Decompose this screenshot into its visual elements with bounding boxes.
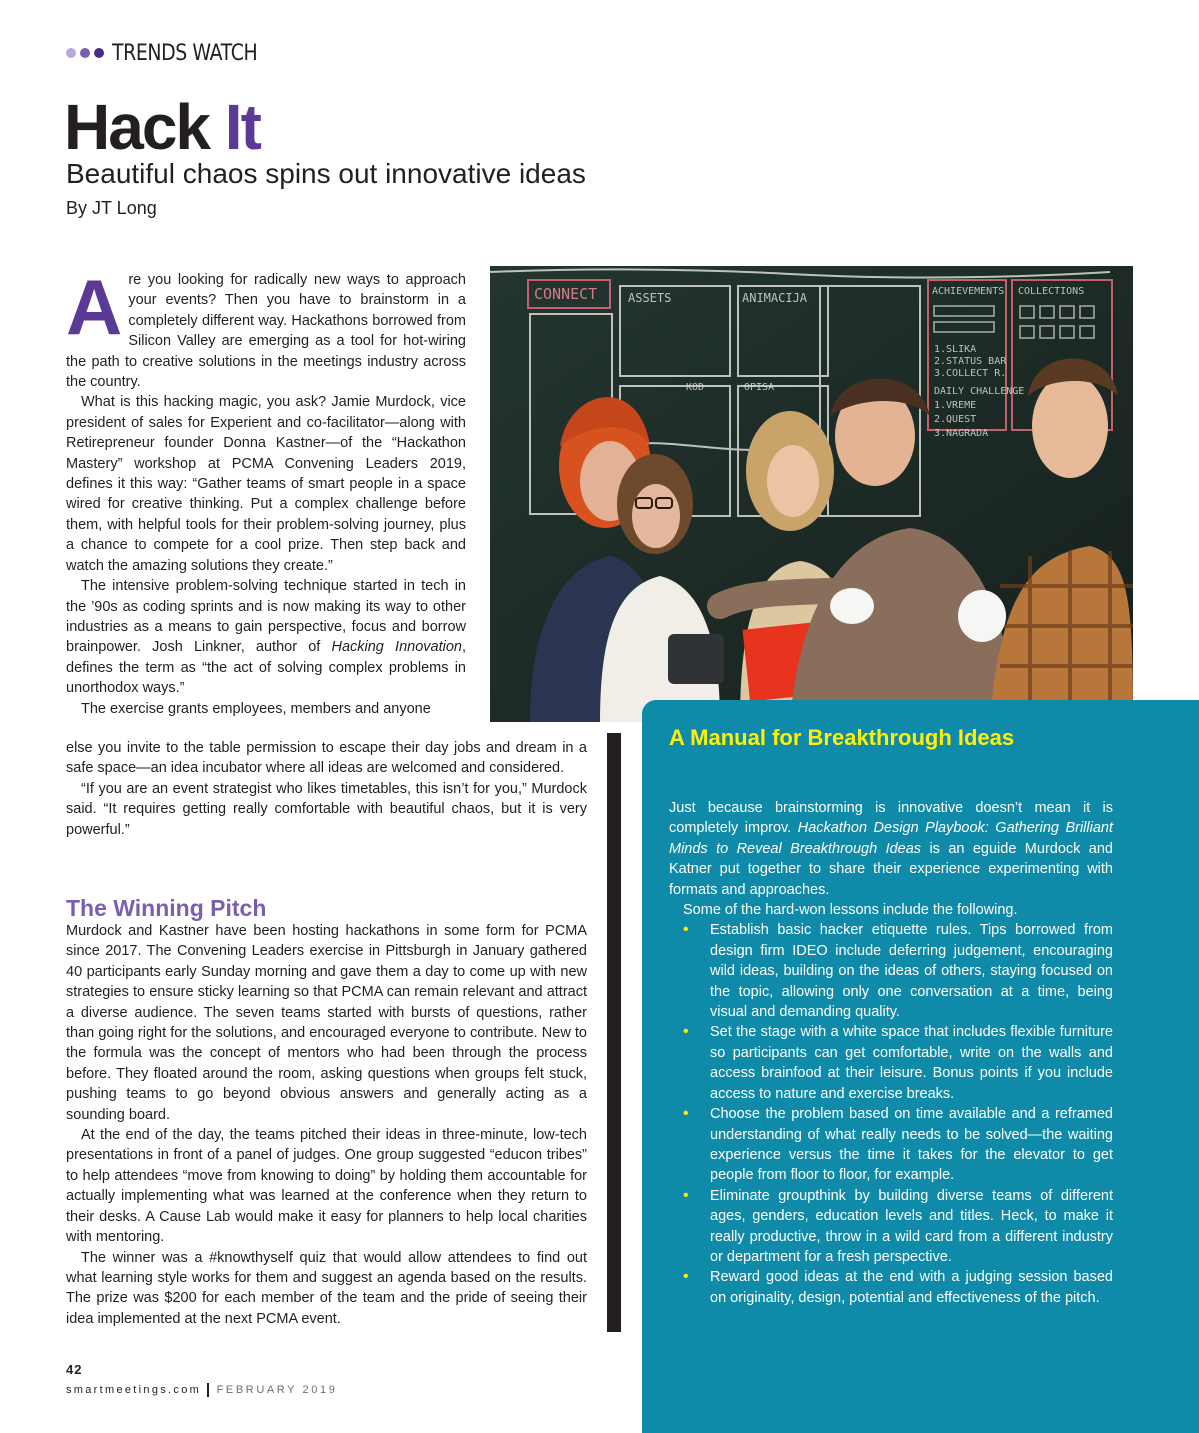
board-label: ANIMACIJA [742,291,808,305]
title-main: Hack [64,91,209,163]
footer-site: smartmeetings.com [66,1384,202,1396]
board-label: OPISA [744,382,775,393]
paragraph-3: The intensive problem-solving technique started in tech in the ’90s as coding sprints and is now making its way to other industries as a means to gain perspective, focus and borrow brainpower. Josh Linkner, author of Hacking Innovation, defines the term as “the act of solving complex problems in unorthodox ways.” [66,578,466,697]
board-label: 2.STATUS BAR [934,356,1007,367]
board-label-connect: CONNECT [534,285,598,303]
photo-illustration [490,266,1133,722]
board-label: 1.SLIKA [934,344,977,355]
board-label: 3.NAGRADA [934,428,989,439]
paragraph-8: The winner was a #knowthyself quiz that would allow attendees to find out what learning style works for them and suggest an agenda based on the results. The prize was $200 for each member of the team and the pride of seeing their idea implemented at the next PCMA event. [66,1249,587,1327]
paragraph-2: What is this hacking magic, you ask? Jamie Murdock, vice president of sales for Experient and co-facilitator—along with Retirepreneur founder Donna Kastner—of the “Hackathon Mastery” workshop at PCMA Convening Leaders 2019, defines it this way: “Gather teams of smart people in a space wired for creative thinking. Put a complex challenge before them, with helpful tools for their problem-solving journey, plus a chance to compete for a cool prize. Then step back and watch the amazing solutions they create.” [66,394,466,574]
sidebar-heading: A Manual for Breakthrough Ideas [669,725,1015,750]
sidebar-body [669,798,1113,1308]
board-label: 3.COLLECT R. [934,368,1007,379]
board-label: ACHIEVEMENTS [932,286,1005,297]
list-item: • Eliminate groupthink by building diverse teams of different ages, genders, education levels and titles. Heck, to make it really productive, throw in a wild card from a different industry or department for a fresh perspective. [669,1186,1113,1268]
board-label: KOD [686,382,705,393]
paragraph-7: At the end of the day, the teams pitched their ideas in three-minute, low-tech presentations in front of a panel of judges. One group suggested “educon tribes” to help attendees “move from knowing to doing” by holding them accountable for actually implementing what was learned at the conference when they return to their desks. A Cause Lab would make it easy for planners to help local charities with mentoring. [66,1127,587,1246]
section-tag [66,40,281,66]
sidebar-intro: Just because brainstorming is innovative doesn’t mean it is completely improv. Hackathon Design Playbook: Gathering Brilliant Minds to Reveal Breakthrough Ideas is an eguide Murdock and Katner put together to share their experience experimenting with formats and approaches. [669,800,1113,898]
footer-issue: FEBRUARY 2019 [216,1384,338,1396]
sidebar-box [642,700,1199,1433]
playbook-title: Hackathon Design Playbook: Gathering Brilliant Minds to Reveal Breakthrough Ideas [669,820,1113,857]
section-dots-icon [66,48,104,58]
subhead-winning-pitch: The Winning Pitch [66,895,267,921]
article-column-top [66,263,466,719]
dropcap: A [66,263,123,351]
paragraph-6: Murdock and Kastner have been hosting hackathons in some form for PCMA since 2017. The Convening Leaders exercise in Pittsburgh in January gathered 40 participants early Sunday morning and gave them a day to come up with new strategies to ensure sticky learning so that PCMA can remain relevant and attract a diverse audience. The seven teams started with bursts of questions, rather than going right for the solutions, and encouraged everyone to contribute. New to the formula was the concept of mentors who had been through the process before. They floated around the room, asking questions when groups felt stuck, pushing teams to go beyond obvious answers and generally acting as a sounding board. [66,923,587,1123]
byline: By JT Long [66,198,157,218]
footer [66,1378,337,1402]
list-item: • Choose the problem based on time available and a reframed understanding of what really needs to be solved—the waiting experience versus the time it takes for the elevator to get people from floor to floor, for example. [669,1104,1113,1186]
article-title [64,88,260,166]
paragraph-5: “If you are an event strategist who likes timetables, this isn’t for you,” Murdock said. “It requires getting really comfortable with beautiful chaos, but it is very powerful.” [66,780,587,838]
article-column-bottom [66,738,587,840]
footer-separator [207,1383,209,1397]
divider-bar [607,733,621,1332]
book-title: Hacking Innovation [331,639,462,656]
list-item: • Set the stage with a white space that includes flexible furniture so participants can get comfortable, write on the walls and access brainfood at their leisure. Bonus points if you include access to nature and exercise breaks. [669,1022,1113,1104]
paragraph-1-text: re you looking for radically new ways to approach your events? Then you have to brainstorm in a completely different way. Hackathons borrowed from Silicon Valley are emerging as a tool for hot-wiring the path to creative solutions in the meetings industry across the country. [66,272,466,391]
paragraph-4-rest: else you invite to the table permission to escape their day jobs and dream in a safe space—an idea incubator where all ideas are welcomed and considered. [66,740,587,777]
list-item: • Establish basic hacker etiquette rules. Tips borrowed from design firm IDEO include deferring judgement, encouraging wild ideas, building on the ideas of others, staying focused on the topic, allowing only one conversation at a time, being visual and demanding quality. [669,920,1113,1022]
lessons-list [669,920,1113,1308]
board-label: 1.VREME [934,400,977,411]
article-column-pitch [66,921,587,1329]
page-number: 42 [66,1362,83,1377]
board-label: ASSETS [628,291,672,305]
list-item: • Reward good ideas at the end with a judging session based on originality, design, potential and effectiveness of the pitch. [669,1267,1113,1308]
paragraph-1 [66,263,466,392]
paragraph-4-start: The exercise grants employees, members and anyone [81,700,431,717]
board-label: DAILY CHALLENGE [934,386,1025,397]
section-label: TRENDS WATCH [112,40,258,66]
board-label: COLLECTIONS [1018,286,1085,297]
sidebar-lead: Some of the hard-won lessons include the following. [683,902,1018,919]
hero-photo [490,266,1133,722]
title-accent: It [224,91,260,163]
article-subtitle: Beautiful chaos spins out innovative ideas [66,158,586,189]
board-label: 2.QUEST [934,414,977,425]
